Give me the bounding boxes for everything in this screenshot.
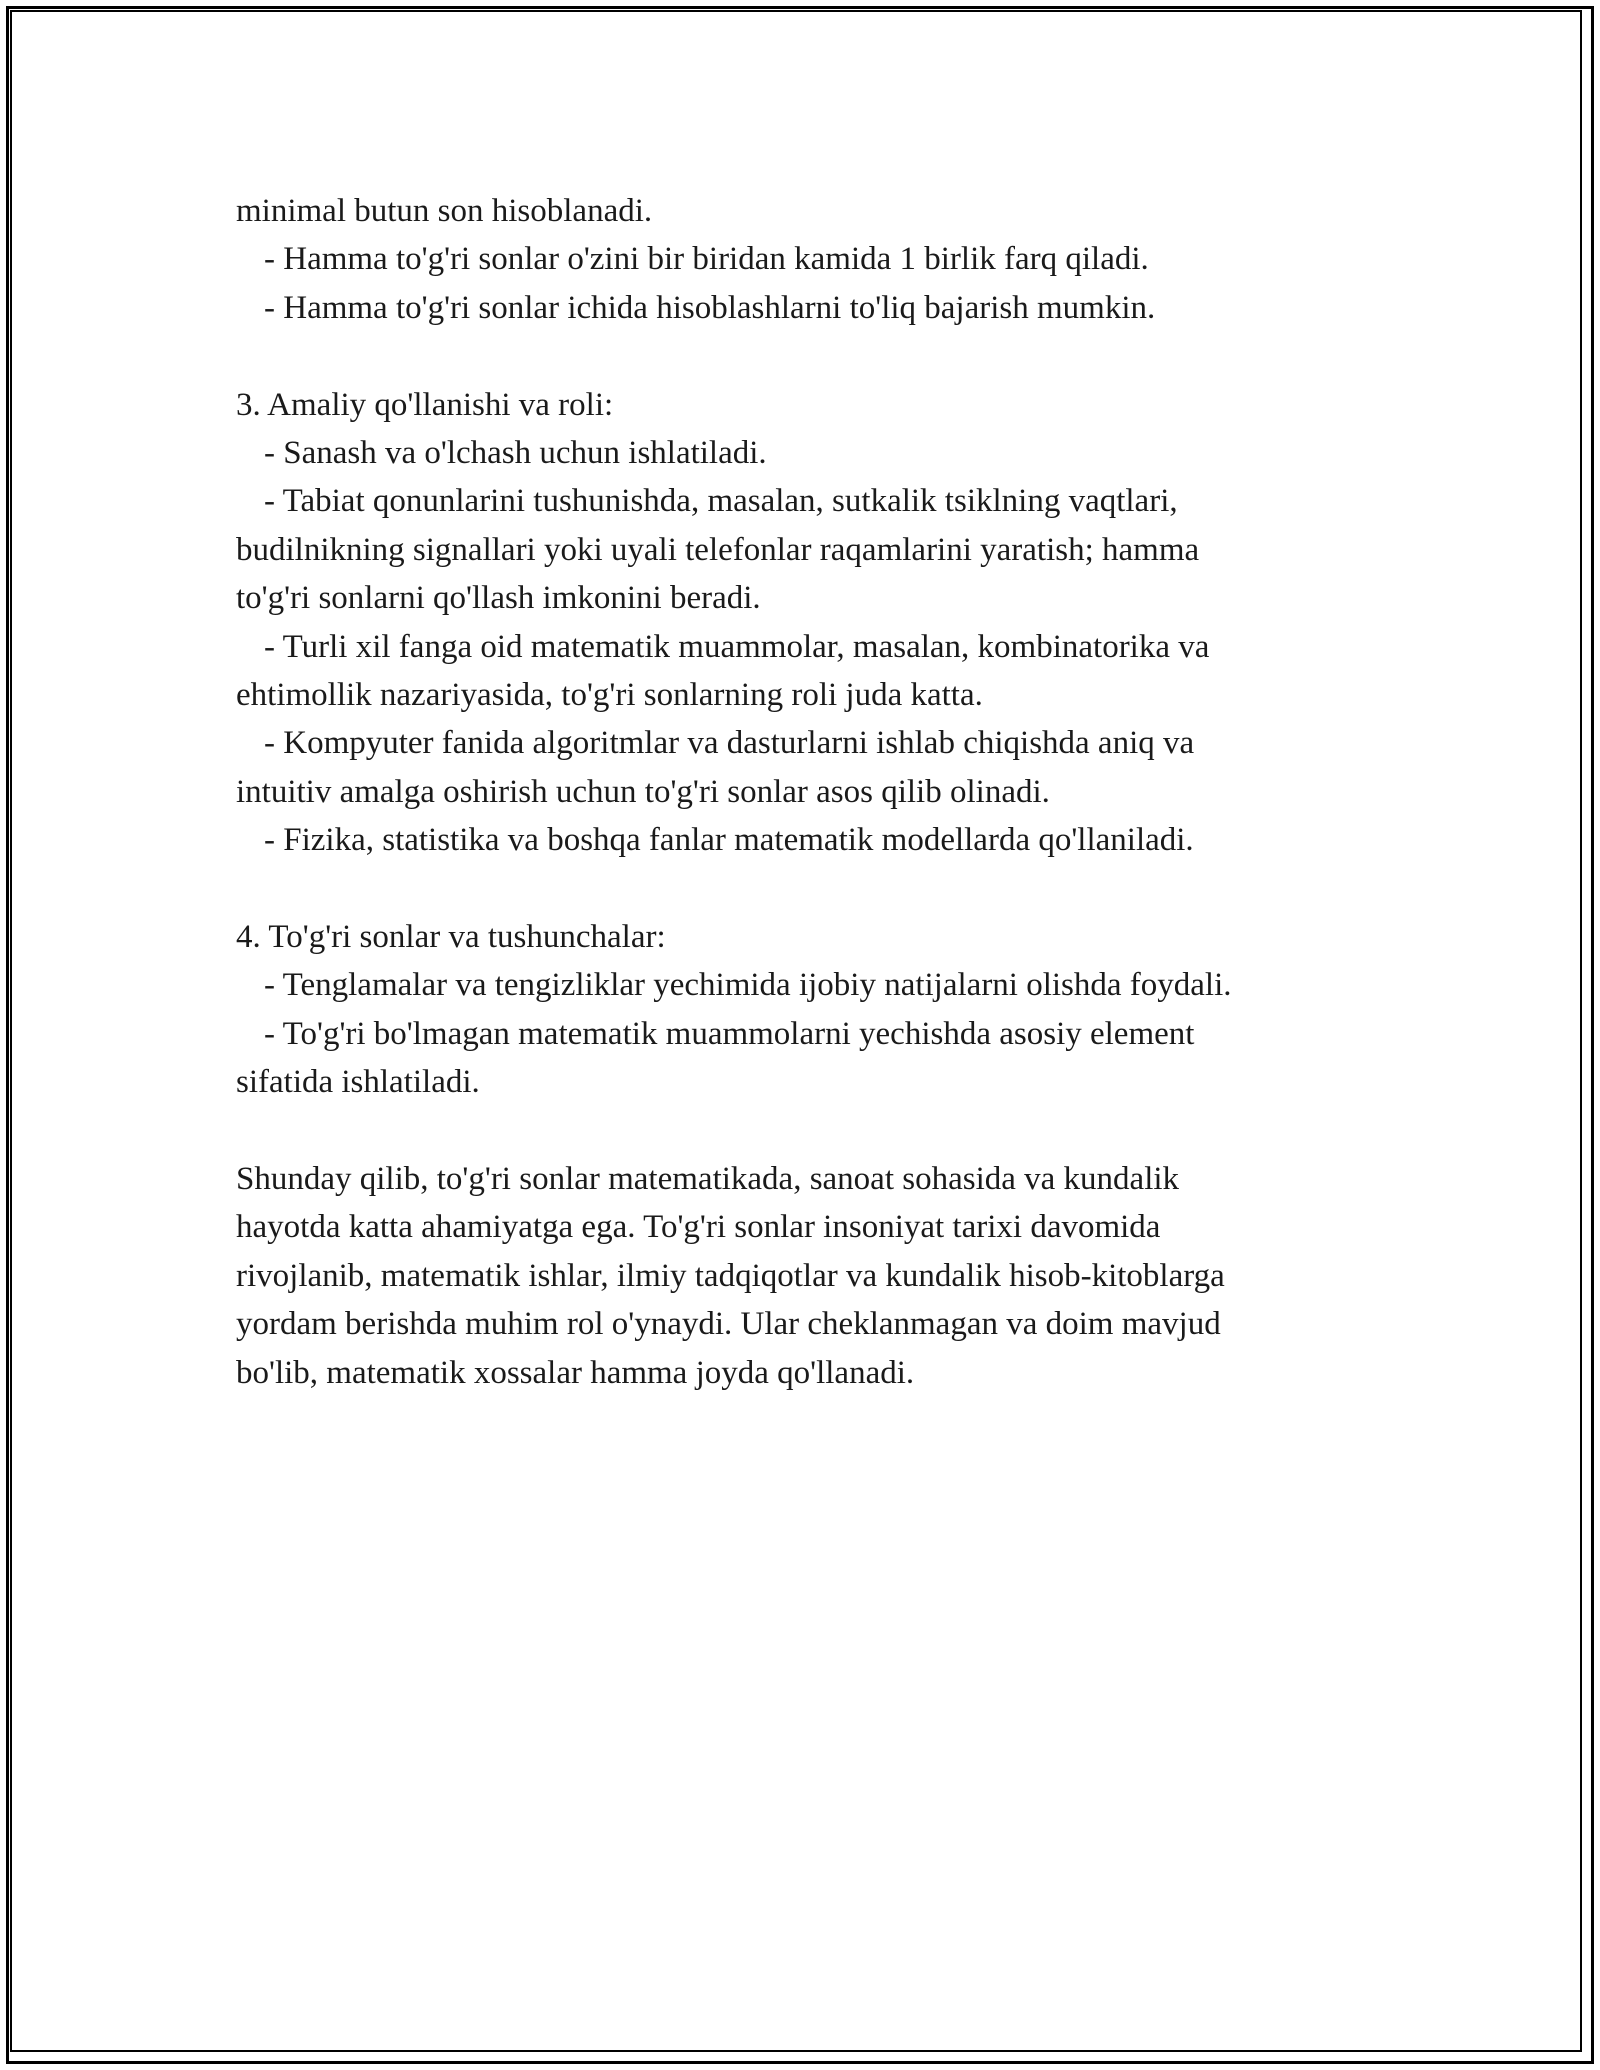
text-line: bo'lib, matematik xossalar hamma joyda qo'llanadi. xyxy=(236,1354,915,1391)
text-line: Shunday qilib, to'g'ri sonlar matematikada, sanoat sohasida va kundalik xyxy=(236,1161,1180,1198)
text-line: - Hamma to'g'ri sonlar o'zini bir biridan kamida 1 birlik farq qiladi. xyxy=(264,241,1149,278)
text-line: - Sanash va o'lchash uchun ishlatiladi. xyxy=(264,435,767,472)
text-line: yordam berishda muhim rol o'ynaydi. Ular cheklanmagan va doim mavjud xyxy=(236,1306,1221,1343)
text-line: to'g'ri sonlarni qo'llash imkonini beradi. xyxy=(236,580,761,617)
text-line: sifatida ishlatiladi. xyxy=(236,1064,480,1101)
text-line: - Hamma to'g'ri sonlar ichida hisoblashlarni to'liq bajarish mumkin. xyxy=(264,289,1156,326)
text-line: - To'g'ri bo'lmagan matematik muammolarni yechishda asosiy element xyxy=(264,1015,1195,1052)
text-line: rivojlanib, matematik ishlar, ilmiy tadqiqotlar va kundalik hisob-kitoblarga xyxy=(236,1257,1225,1294)
text-line: minimal butun son hisoblanadi. xyxy=(236,193,653,229)
blank-line xyxy=(236,332,1366,380)
text-line: intuitiv amalga oshirish uchun to'g'ri sonlar asos qilib olinadi. xyxy=(236,773,1050,810)
text-line: 4. To'g'ri sonlar va tushunchalar: xyxy=(236,919,666,956)
text-line: 3. Amaliy qo'llanishi va roli: xyxy=(236,386,614,423)
text-line: - Tabiat qonunlarini tushunishda, masalan, sutkalik tsiklning vaqtlari, xyxy=(264,483,1178,520)
blank-line xyxy=(236,865,1366,913)
text-line: - Tenglamalar va tengizliklar yechimida ijobiy natijalarni olishda foydali. xyxy=(264,967,1232,1004)
text-line: ehtimollik nazariyasida, to'g'ri sonlarning roli juda katta. xyxy=(236,677,983,714)
text-line: - Turli xil fanga oid matematik muammolar, masalan, kombinatorika va xyxy=(264,628,1210,665)
text-line: budilnikning signallari yoki uyali telefonlar raqamlarini yaratish; hamma xyxy=(236,531,1200,568)
text-line: - Fizika, statistika va boshqa fanlar matematik modellarda qo'llaniladi. xyxy=(264,822,1194,859)
document-body xyxy=(236,187,1366,1397)
blank-line xyxy=(236,1107,1366,1155)
text-line: hayotda katta ahamiyatga ega. To'g'ri sonlar insoniyat tarixi davomida xyxy=(236,1209,1161,1246)
text-line: - Kompyuter fanida algoritmlar va dasturlarni ishlab chiqishda aniq va xyxy=(264,725,1195,762)
